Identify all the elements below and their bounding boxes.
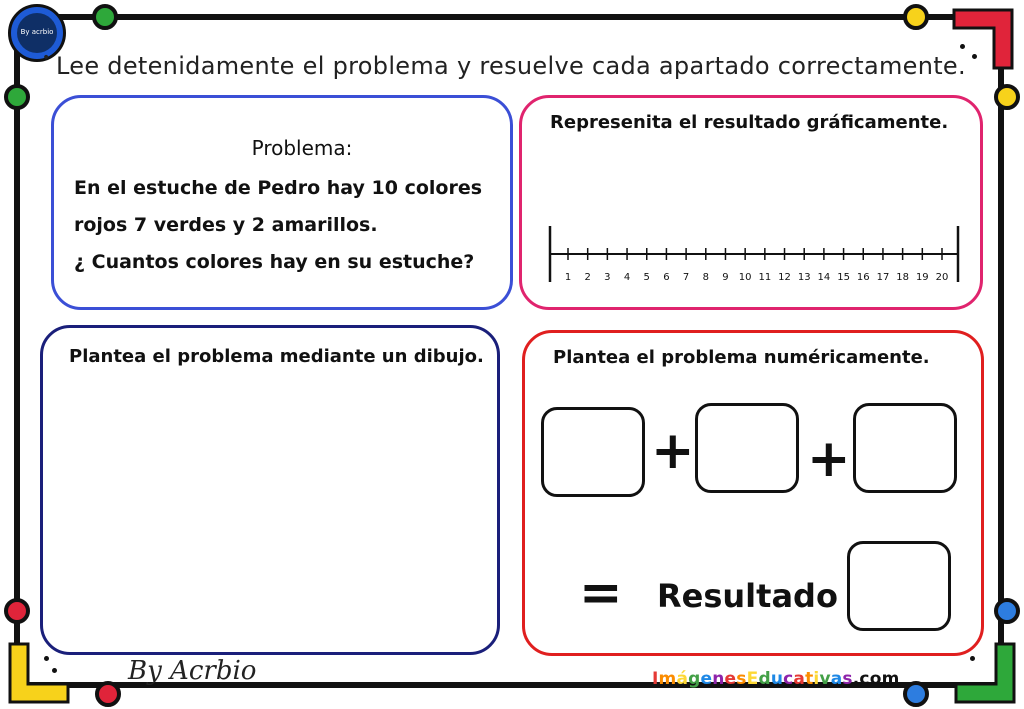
website-letter: I <box>652 669 659 689</box>
number-line-label: 11 <box>758 272 772 283</box>
problem-line: ¿ Cuantos colores hay en su estuche? <box>74 251 475 273</box>
decor-dot-yellow-right <box>994 84 1020 110</box>
website-letter: m <box>658 669 677 689</box>
instruction-text: • Lee detenidamente el problema y resuelve cada apartado correctamente. <box>56 52 966 80</box>
problem-statement <box>74 170 494 281</box>
decor-dot-yellow-top <box>903 4 929 30</box>
number-line-label: 6 <box>663 272 670 283</box>
graph-box <box>519 95 983 310</box>
number-line-label: 5 <box>643 272 650 283</box>
website-letter: c <box>783 669 794 689</box>
number-line-label: 16 <box>856 272 870 283</box>
website-letter: m <box>881 669 900 689</box>
number-line-label: 18 <box>896 272 909 283</box>
number-line-label: 4 <box>623 272 631 283</box>
website-letter: n <box>712 669 725 689</box>
equals-sign: = <box>579 563 623 623</box>
number-line-label: 13 <box>797 272 811 283</box>
website-letter: t <box>805 669 814 689</box>
addend-2-box[interactable] <box>695 403 799 493</box>
decor-dot-blue-bottom <box>903 681 929 707</box>
website-letter: g <box>688 669 701 689</box>
drawing-box <box>40 325 500 655</box>
website-letter: s <box>736 669 747 689</box>
numeric-title: Plantea el problema numéricamente. <box>553 347 930 368</box>
problem-title: Problema: <box>251 136 353 160</box>
number-line-label: 3 <box>604 272 611 283</box>
website-letter: s <box>842 669 853 689</box>
number-line-label: 17 <box>876 272 890 283</box>
plus-sign: + <box>651 421 695 481</box>
number-line-label: 8 <box>702 272 709 283</box>
website-letter: . <box>852 669 860 689</box>
decor-small-dot <box>970 656 975 661</box>
website-letter: E <box>746 669 759 689</box>
author-logo-text: By acrbio <box>17 13 57 53</box>
website-link[interactable] <box>652 669 900 689</box>
number-line-label: 2 <box>584 272 591 283</box>
problem-line: En el estuche de Pedro hay 10 colores <box>74 177 483 199</box>
website-letter: u <box>770 669 784 689</box>
number-line-label: 19 <box>915 272 929 283</box>
website-letter: e <box>700 669 713 689</box>
decor-small-dot <box>52 668 57 673</box>
result-label: Resultado <box>657 577 838 615</box>
number-line-label: 12 <box>778 272 791 283</box>
graph-title: Represenita el resultado gráficamente. <box>550 112 949 133</box>
author-signature: By Acrbio <box>128 656 257 686</box>
website-letter: e <box>724 669 737 689</box>
problem-line: rojos 7 verdes y 2 amarillos. <box>74 214 378 236</box>
website-letter: c <box>859 669 870 689</box>
number-line-label: 14 <box>817 272 831 283</box>
number-line-label: 10 <box>738 272 752 283</box>
number-line <box>544 226 964 296</box>
website-letter: a <box>793 669 806 689</box>
number-line-label: 7 <box>682 272 690 283</box>
number-line-label: 9 <box>722 272 729 283</box>
decor-dot-blue-right <box>994 598 1020 624</box>
decor-dot-green-left <box>4 84 30 110</box>
website-letter: i <box>813 669 820 689</box>
numeric-box <box>522 330 984 656</box>
problem-box <box>51 95 513 310</box>
number-line-label: 1 <box>564 272 572 283</box>
website-letter: d <box>758 669 771 689</box>
website-letter: o <box>869 669 882 689</box>
drawing-area[interactable] <box>63 384 477 632</box>
website-letter: a <box>830 669 843 689</box>
decor-small-dot <box>972 54 977 59</box>
decor-dot-red-bottom <box>95 681 121 707</box>
website-letter: v <box>819 669 831 689</box>
website-letter: á <box>676 669 689 689</box>
result-box[interactable] <box>847 541 951 631</box>
drawing-title: Plantea el problema mediante un dibujo. <box>69 346 484 367</box>
addend-3-box[interactable] <box>853 403 957 493</box>
addend-1-box[interactable] <box>541 407 645 497</box>
decor-dot-red-left <box>4 598 30 624</box>
decor-dot-green-top <box>92 4 118 30</box>
decor-small-dot <box>960 44 965 49</box>
decor-small-dot <box>44 656 49 661</box>
number-line-label: 15 <box>837 272 850 283</box>
plus-sign: + <box>807 429 851 489</box>
number-line-label: 20 <box>935 272 949 283</box>
